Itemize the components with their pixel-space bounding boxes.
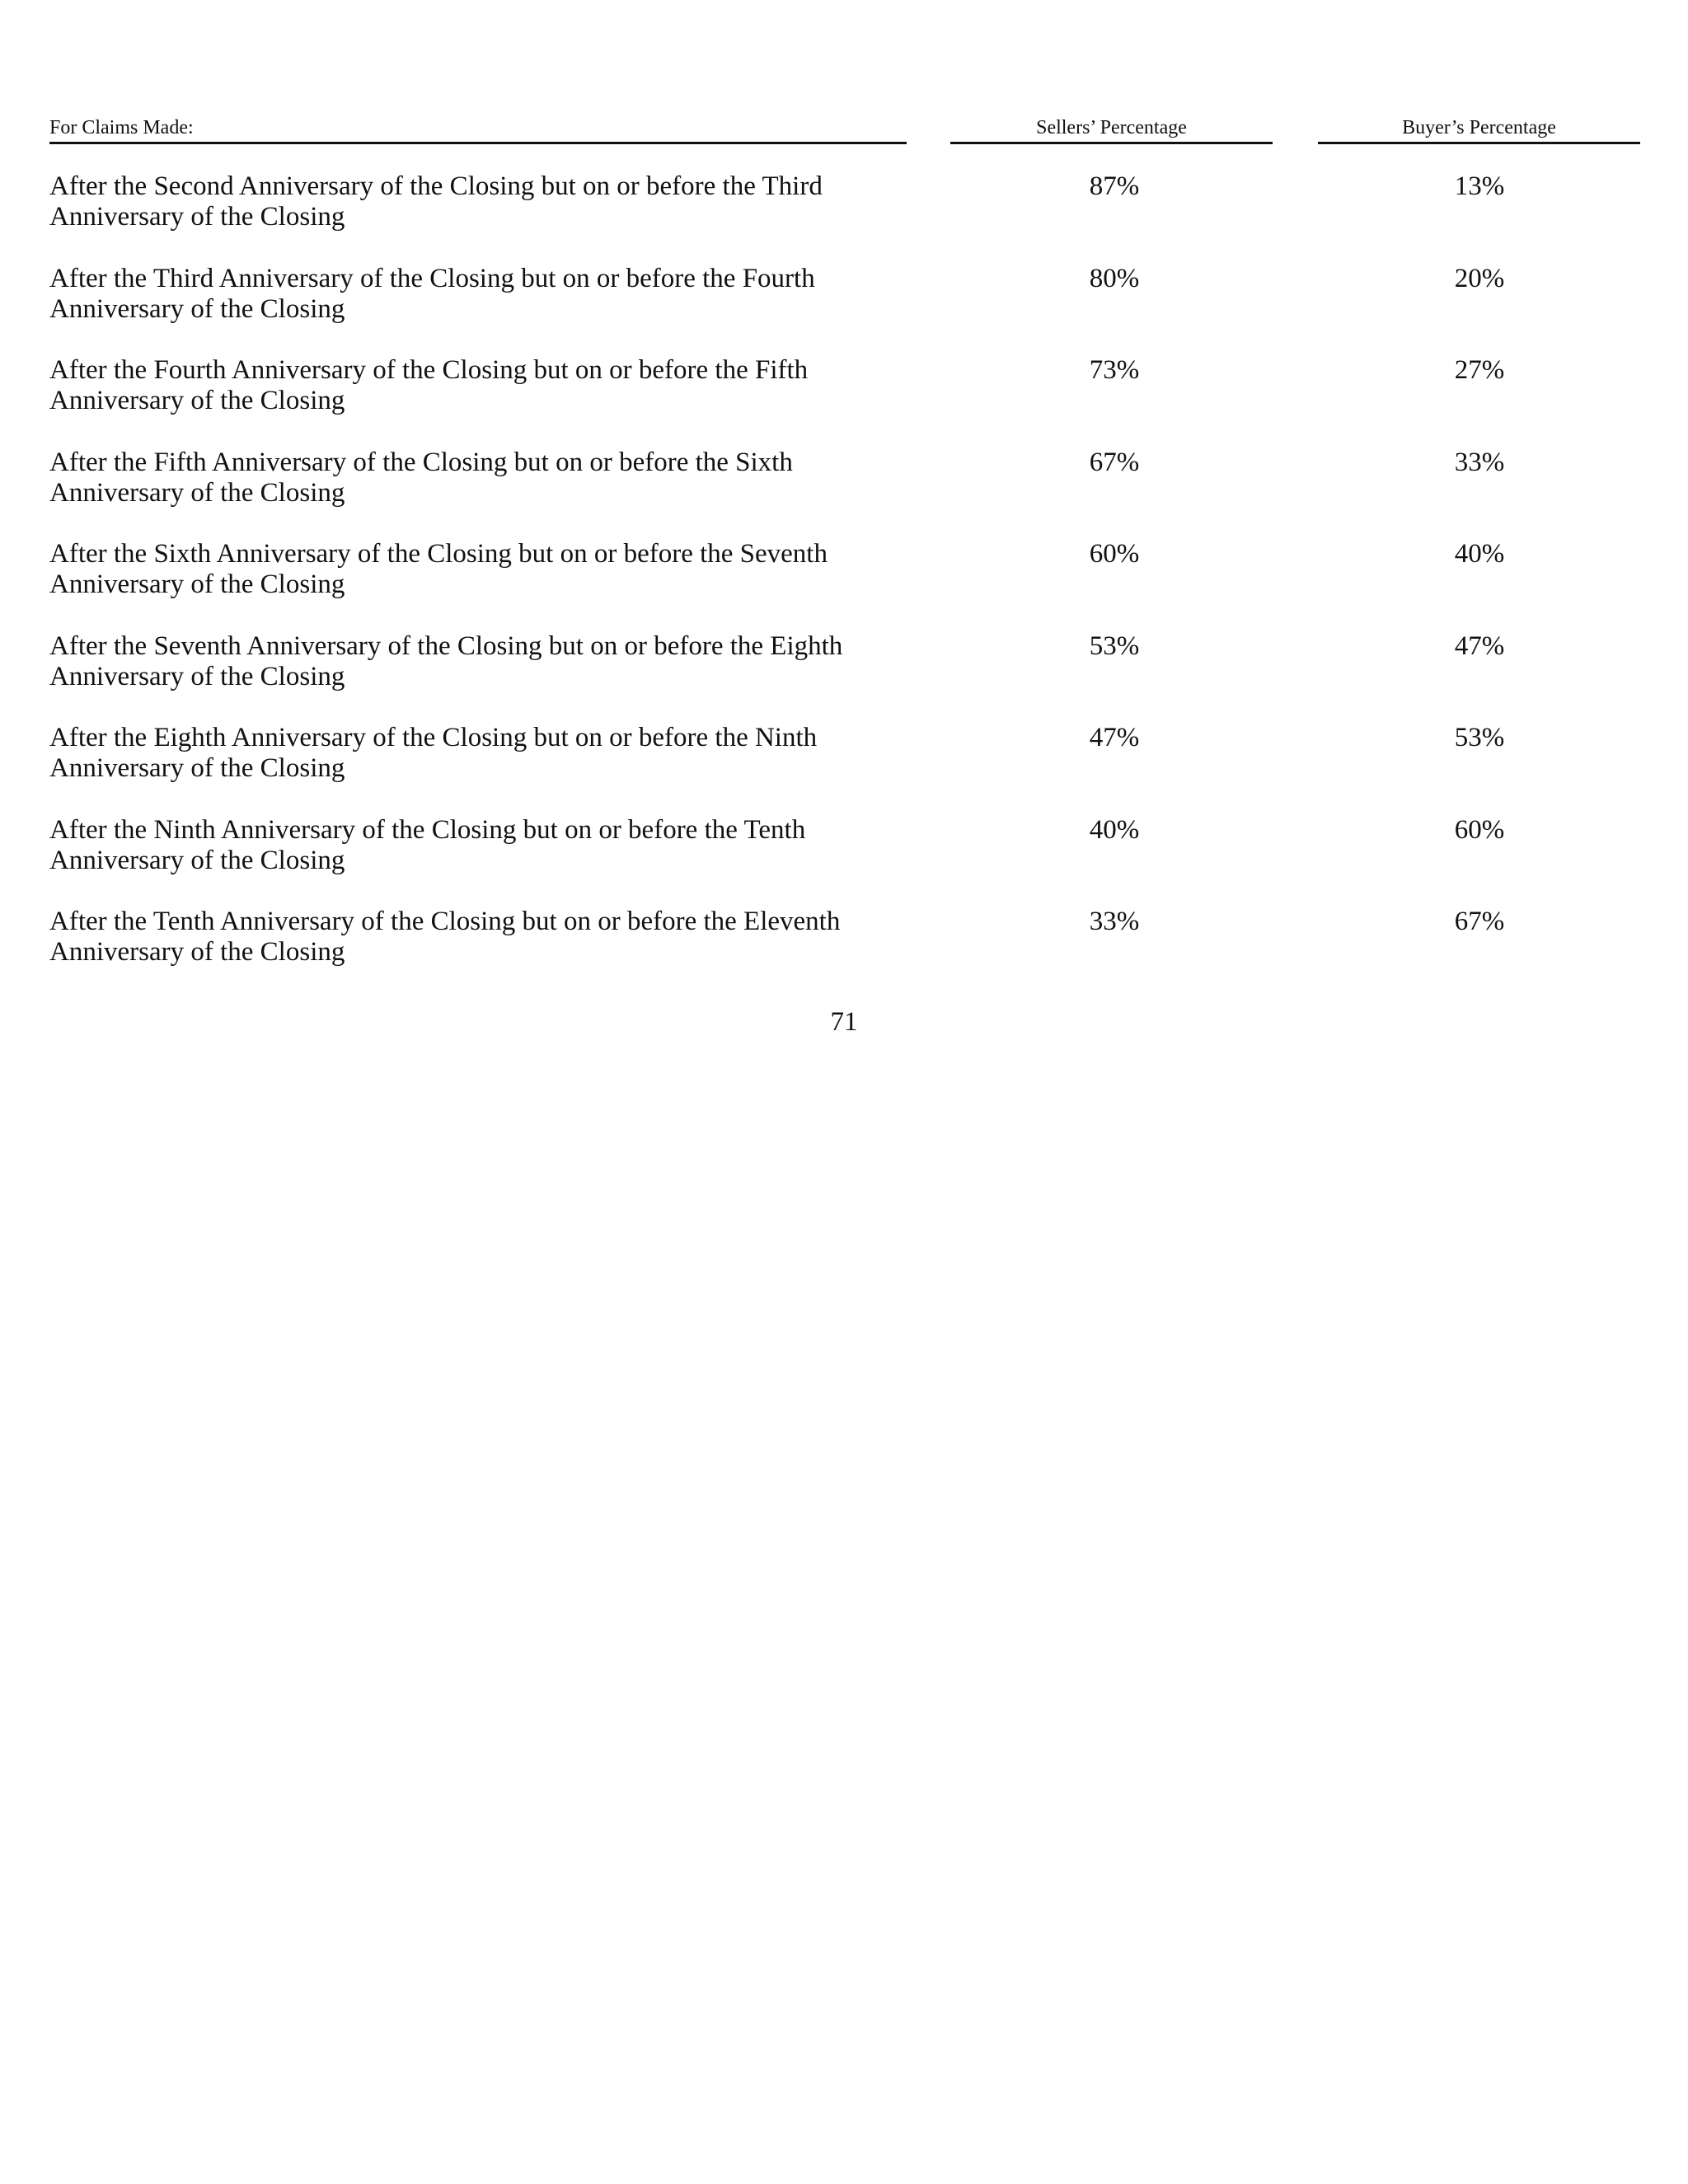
claim-period: After the Second Anniversary of the Closing but on or before the Third Anniversary of the Closing xyxy=(49,171,823,232)
claim-period: After the Fifth Anniversary of the Closing but on or before the Sixth Anniversary of the Closing xyxy=(49,447,793,508)
page-number: 71 xyxy=(830,1007,858,1037)
header-buyer-percentage: Buyer’s Percentage xyxy=(1318,114,1640,144)
sellers-percentage-cell: 80% xyxy=(1089,263,1140,293)
sellers-percentage-cell: 47% xyxy=(1089,723,1140,752)
claim-period: After the Eighth Anniversary of the Closing but on or before the Ninth Anniversary of the Closing xyxy=(49,723,818,783)
header-claims-made: For Claims Made: xyxy=(49,114,907,144)
claim-period: After the Third Anniversary of the Closing but on or before the Fourth Anniversary of the Closing xyxy=(49,263,815,324)
buyer-percentage-cell: 67% xyxy=(1454,907,1505,936)
sellers-percentage-cell: 53% xyxy=(1089,630,1140,661)
sellers-percentage-cell: 33% xyxy=(1089,907,1140,936)
buyer-percentage-cell: 47% xyxy=(1454,630,1505,661)
sellers-percentage-cell: 60% xyxy=(1089,539,1140,569)
table-row xyxy=(0,448,1688,540)
table-row xyxy=(0,815,1688,907)
sellers-percentage-cell: 40% xyxy=(1089,814,1140,845)
buyer-percentage-cell: 53% xyxy=(1454,723,1505,752)
table-body xyxy=(0,171,1688,999)
sellers-percentage-cell: 87% xyxy=(1089,171,1140,201)
header-sellers-percentage: Sellers’ Percentage xyxy=(950,114,1273,144)
claim-period: After the Tenth Anniversary of the Closing but on or before the Eleventh Anniversary of the Closing xyxy=(49,907,841,967)
table-row xyxy=(0,264,1688,356)
claim-period: After the Sixth Anniversary of the Closing but on or before the Seventh Anniversary of the Closing xyxy=(49,539,828,599)
table-row xyxy=(0,539,1688,631)
table-row xyxy=(0,171,1688,264)
buyer-percentage-cell: 40% xyxy=(1454,539,1505,569)
claim-period: After the Seventh Anniversary of the Closing but on or before the Eighth Anniversary of the Closing xyxy=(49,630,843,691)
buyer-percentage-cell: 27% xyxy=(1454,355,1505,385)
table-row xyxy=(0,631,1688,724)
table-row xyxy=(0,355,1688,448)
sellers-percentage-cell: 73% xyxy=(1089,355,1140,385)
table-row xyxy=(0,723,1688,815)
buyer-percentage-cell: 33% xyxy=(1454,447,1505,477)
buyer-percentage-cell: 13% xyxy=(1454,171,1505,201)
table-header xyxy=(0,114,1688,143)
buyer-percentage-cell: 60% xyxy=(1454,814,1505,845)
claim-period: After the Fourth Anniversary of the Closing but on or before the Fifth Anniversary of the Closing xyxy=(49,355,809,415)
buyer-percentage-cell: 20% xyxy=(1454,263,1505,293)
claim-period: After the Ninth Anniversary of the Closing but on or before the Tenth Anniversary of the Closing xyxy=(49,814,806,875)
sellers-percentage-cell: 67% xyxy=(1089,447,1140,477)
table-row xyxy=(0,907,1688,999)
